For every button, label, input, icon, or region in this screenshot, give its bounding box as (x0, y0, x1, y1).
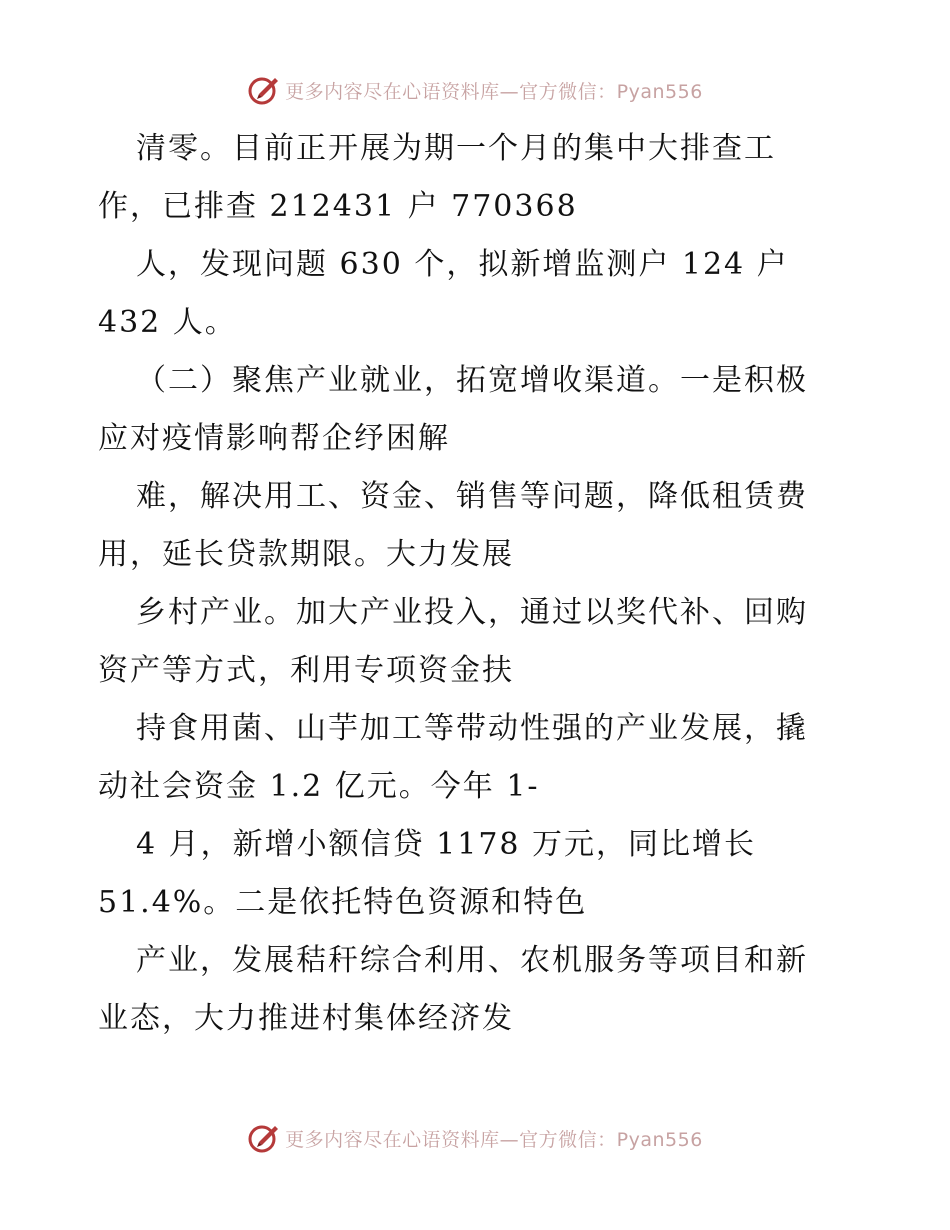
text-line: 应对疫情影响帮企纾困解 (98, 421, 450, 456)
pen-logo-icon (247, 1121, 281, 1155)
text-line: 作，已排查 212431 户 770368 (98, 189, 578, 224)
text-line: 432 人。 (98, 305, 237, 340)
watermark-header (0, 70, 950, 110)
text-line: 资产等方式，利用专项资金扶 (98, 653, 514, 688)
text-line: 51.4%。二是依托特色资源和特色 (98, 885, 588, 920)
pen-logo-icon (247, 73, 281, 107)
document-body (98, 120, 858, 1048)
watermark-text: 更多内容尽在心语资料库—官方微信：Pyan556 (285, 80, 703, 103)
watermark-footer (0, 1118, 950, 1158)
text-line: 难，解决用工、资金、销售等问题，降低租赁费 (136, 479, 808, 514)
text-line: 4 月，新增小额信贷 1178 万元，同比增长 (136, 827, 757, 862)
text-line: 清零。目前正开展为期一个月的集中大排查工 (136, 131, 776, 166)
text-line: 持食用菌、山芋加工等带动性强的产业发展，撬 (136, 711, 808, 746)
text-line: 用，延长贷款期限。大力发展 (98, 537, 514, 572)
text-line: （二）聚焦产业就业，拓宽增收渠道。一是积极 (136, 363, 808, 398)
text-line: 业态，大力推进村集体经济发 (98, 1001, 514, 1036)
text-line: 人，发现问题 630 个，拟新增监测户 124 户 (136, 247, 789, 282)
text-line: 产业，发展秸秆综合利用、农机服务等项目和新 (136, 943, 808, 978)
text-line: 动社会资金 1.2 亿元。今年 1- (98, 769, 540, 804)
text-line: 乡村产业。加大产业投入，通过以奖代补、回购 (136, 595, 808, 630)
watermark-text: 更多内容尽在心语资料库—官方微信：Pyan556 (285, 1128, 703, 1151)
